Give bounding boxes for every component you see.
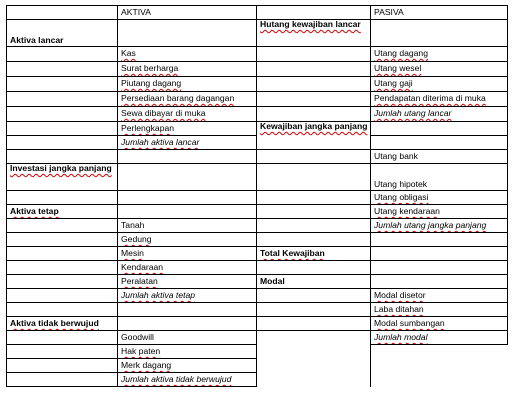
hutang-lancar-total: Jumlah utang lancar [374,108,452,118]
cell[interactable] [371,233,508,247]
investasi-heading: Investasi jangka panjang [10,163,112,173]
aktiva-lancar-item: Piutang dagang [121,78,182,88]
aktiva-lancar-item: Surat berharga [121,63,179,73]
cell[interactable] [371,47,508,62]
cell[interactable] [371,219,508,233]
hutang-lancar-heading: Hutang kewajiban lancar [260,19,361,29]
cell[interactable] [257,92,371,107]
cell[interactable] [371,247,508,261]
cell[interactable] [118,107,257,122]
table-row [7,219,508,233]
cell[interactable] [371,77,508,92]
aktiva-header[interactable]: AKTIVA [118,6,257,20]
cell[interactable] [118,77,257,92]
header-row [7,6,508,20]
cell[interactable] [257,247,371,261]
cell[interactable] [7,62,118,77]
cell[interactable] [7,92,118,107]
cell[interactable] [371,317,508,331]
aktiva-tetap-item: Tanah [121,220,145,230]
cell[interactable] [7,191,118,205]
cell[interactable] [371,164,508,191]
cell[interactable] [371,136,508,150]
hutang-lancar-item: Utang gaji [374,78,413,88]
cell[interactable] [371,289,508,303]
table-row [7,164,508,191]
cell[interactable] [7,233,118,247]
cell[interactable] [257,303,371,317]
table-row [7,191,508,205]
cell[interactable] [371,122,508,136]
jangka-panjang-item: Utang bank [374,151,418,161]
table-row [7,92,508,107]
cell[interactable] [257,107,371,122]
cell[interactable] [7,303,118,317]
table-row [7,275,508,289]
cell[interactable] [371,331,508,345]
cell[interactable] [118,261,257,275]
cell[interactable] [257,47,371,62]
cell[interactable] [371,107,508,122]
cell[interactable] [257,261,371,275]
table-row [7,331,508,345]
cell[interactable] [257,219,371,233]
cell[interactable] [257,317,371,331]
cell[interactable] [257,150,371,164]
cell[interactable] [118,247,257,261]
hutang-lancar-item: Utang dagang [374,48,428,58]
balance-sheet-table [6,5,508,387]
aktiva-lancar-heading: Aktiva lancar [10,35,64,45]
aktiva-tidak-berwujud-total: Jumlah aktiva tidak berwujud [121,374,232,384]
cell[interactable] [257,20,371,47]
cell[interactable] [257,191,371,205]
cell[interactable] [7,150,118,164]
cell[interactable] [7,122,118,136]
table-row [7,247,508,261]
cell[interactable] [371,62,508,77]
cell[interactable] [118,191,257,205]
aktiva-lancar-item: Sewa dibayar di muka [121,108,206,118]
hutang-lancar-item: Pendapatan diterima di muka [374,93,486,103]
hutang-lancar-item: Utang wesel [374,63,422,73]
cell[interactable] [257,233,371,247]
empty-area [371,359,508,373]
cell[interactable] [7,289,118,303]
jangka-panjang-heading: Kewajiban jangka panjang [260,121,368,131]
cell[interactable] [7,331,118,345]
table-row [7,150,508,164]
aktiva-tetap-item: Mesin [121,248,144,258]
cell[interactable] [371,20,508,47]
cell[interactable] [371,205,508,219]
balance-sheet [6,5,508,387]
cell[interactable] [7,20,118,47]
cell[interactable] [257,289,371,303]
cell[interactable] [7,247,118,261]
aktiva-lancar-item: Kas [121,48,136,58]
cell[interactable] [118,20,257,47]
pasiva-header[interactable]: PASIVA [371,6,508,20]
jangka-panjang-total: Jumlah utang jangka panjang [374,220,487,230]
cell[interactable] [118,47,257,62]
aktiva-tidak-berwujud-item: Hak paten [121,346,161,356]
cell[interactable] [257,77,371,92]
cell[interactable] [118,275,257,289]
table-row [7,233,508,247]
jangka-panjang-item: Utang kendaraan [374,206,440,216]
cell[interactable] [118,303,257,317]
table-row [7,20,508,47]
modal-heading: Modal [260,276,285,286]
cell[interactable] [7,345,118,359]
cell[interactable] [257,62,371,77]
aktiva-lancar-item: Perlengkapan [121,123,175,133]
aktiva-lancar-item: Persediaan barang dagangan [121,93,235,103]
cell[interactable] [7,261,118,275]
table-row [7,77,508,92]
aktiva-tetap-item: Gedung [121,234,152,244]
modal-item: Modal disetor [374,290,426,300]
aktiva-tetap-item: Peralatan [121,276,158,286]
table-row [7,317,508,331]
cell[interactable] [118,331,257,345]
modal-item: Modal sumbangan [374,318,445,328]
table-row [7,62,508,77]
cell[interactable] [118,150,257,164]
cell[interactable] [118,233,257,247]
cell[interactable] [371,261,508,275]
cell[interactable] [118,92,257,107]
aktiva-tetap-heading: Aktiva tetap [10,206,59,216]
cell[interactable] [118,164,257,191]
cell[interactable] [7,205,118,219]
table-row [7,289,508,303]
cell[interactable] [257,275,371,289]
table-row [7,107,508,122]
cell[interactable] [118,317,257,331]
cell[interactable] [7,136,118,150]
cell[interactable] [257,205,371,219]
empty-area [371,373,508,387]
total-kewajiban: Total Kewajiban [260,248,325,258]
jangka-panjang-item: Utang obligasi [374,192,429,202]
cell[interactable] [371,191,508,205]
cell[interactable] [7,164,118,191]
cell[interactable] [257,122,371,150]
cell[interactable] [118,373,257,387]
cell[interactable] [7,6,118,20]
table-row [7,122,508,136]
cell[interactable] [118,122,257,136]
cell[interactable] [371,275,508,289]
cell[interactable] [118,359,257,373]
cell[interactable] [118,136,257,150]
aktiva-tidak-berwujud-heading: Aktiva tidak berwujud [10,318,99,328]
table-row [7,47,508,62]
aktiva-tetap-total: Jumlah aktiva tetap [121,290,196,300]
cell[interactable] [257,6,371,20]
empty-area [371,345,508,359]
cell[interactable] [118,62,257,77]
aktiva-tetap-item: Kendaraan [121,262,164,272]
cell[interactable] [7,275,118,289]
jangka-panjang-item: Utang hipotek [374,179,428,189]
cell[interactable] [7,317,118,331]
cell[interactable] [7,107,118,122]
cell[interactable] [371,92,508,107]
cell[interactable] [7,47,118,62]
modal-item: Laba ditahan [374,304,424,314]
modal-total: Jumlah modal [374,332,428,342]
cell[interactable] [7,373,118,387]
cell[interactable] [257,164,371,191]
cell[interactable] [118,345,257,359]
cell[interactable] [7,219,118,233]
cell[interactable] [257,331,371,387]
aktiva-tidak-berwujud-item: Merk dagang [121,360,172,370]
cell[interactable] [118,219,257,233]
aktiva-lancar-total: Jumlah aktiva lancar [121,137,200,147]
table-row [7,261,508,275]
cell[interactable] [118,289,257,303]
cell[interactable] [7,359,118,373]
cell[interactable] [118,205,257,219]
cell[interactable] [7,77,118,92]
aktiva-tidak-berwujud-item: Goodwill [121,332,154,342]
table-row [7,303,508,317]
cell[interactable] [371,150,508,164]
table-row [7,205,508,219]
cell[interactable] [371,303,508,317]
